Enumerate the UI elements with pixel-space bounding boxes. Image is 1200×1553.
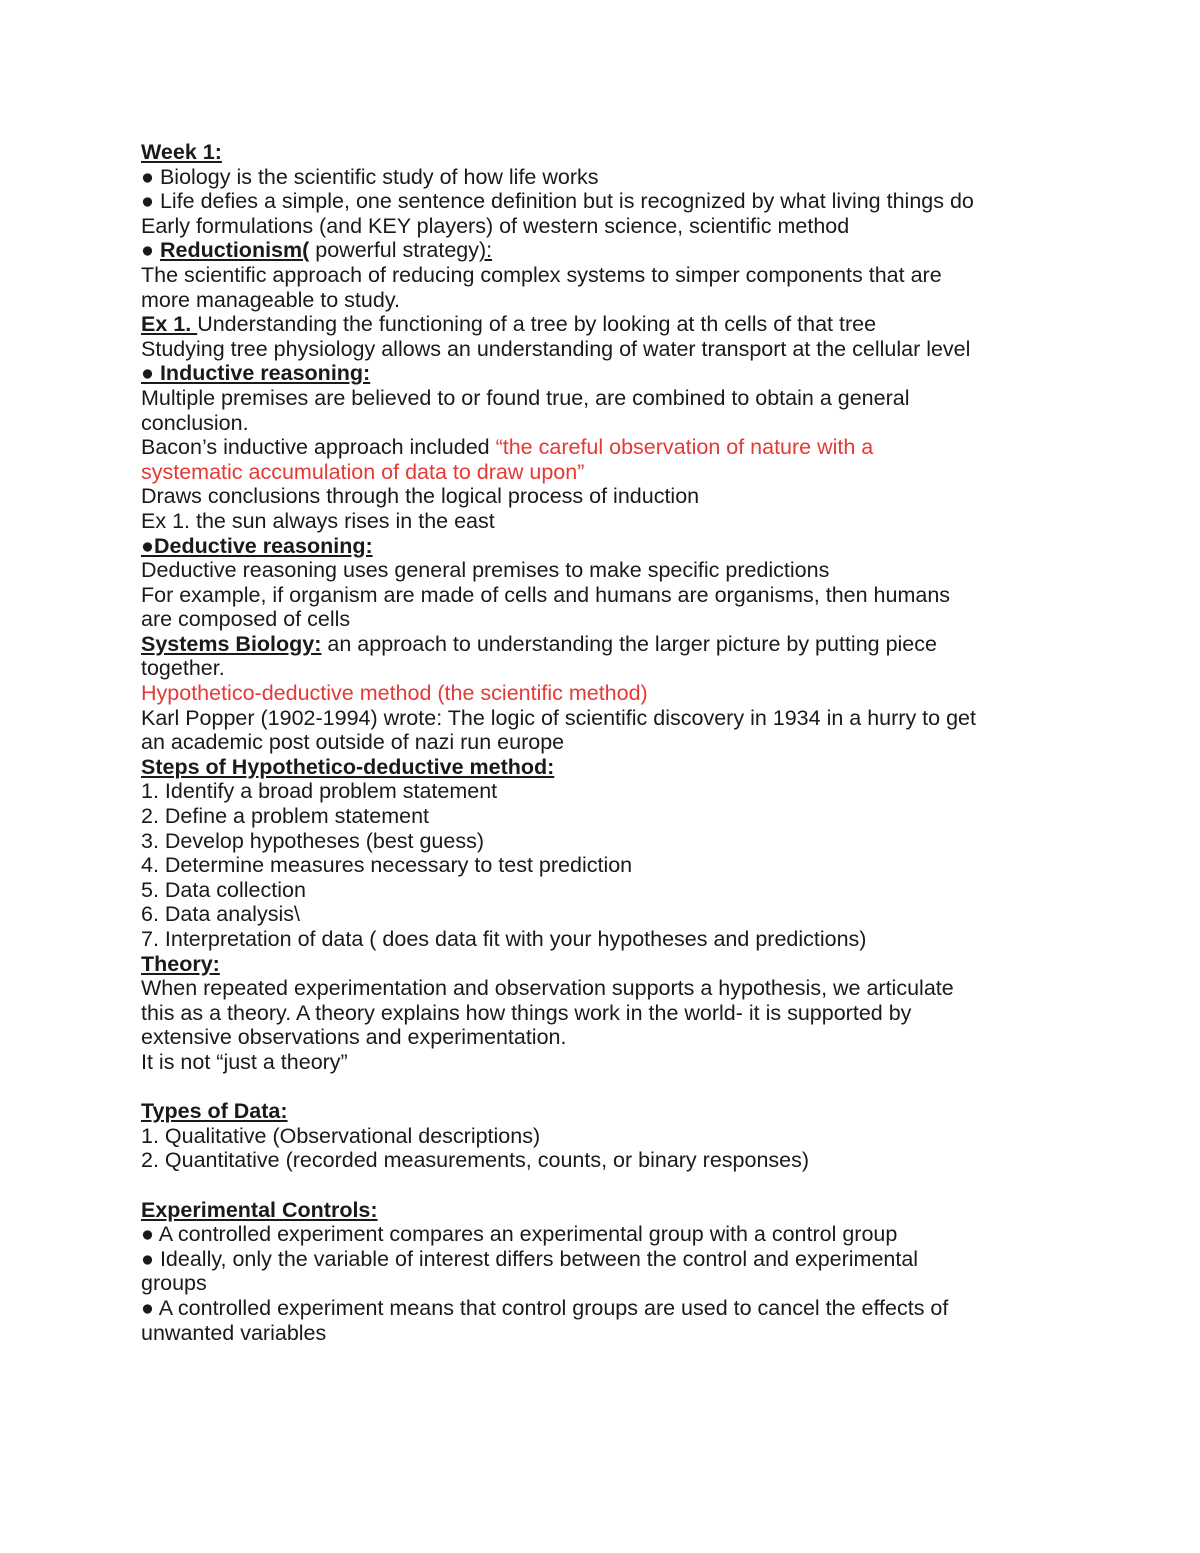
systems-biology-text: an approach to understanding the larger picture by putting piece — [321, 631, 937, 656]
deductive-definition: Deductive reasoning uses general premises to make specific predictions — [141, 558, 830, 583]
popper-line-2: an academic post outside of nazi run europe — [141, 730, 565, 755]
theory-line-1: When repeated experimentation and observation supports a hypothesis, we articulate — [141, 976, 954, 1001]
example-label: Ex 1. — [141, 312, 198, 337]
controls-bullet-2: ● Ideally, only the variable of interest differs between the control and experimental — [141, 1246, 919, 1271]
deductive-heading: ●Deductive reasoning: — [141, 533, 373, 558]
theory-line-4: It is not “just a theory” — [141, 1049, 348, 1074]
reductionism-definition-2: more manageable to study. — [141, 287, 400, 312]
bullet-biology: ● Biology is the scientific study of how life works — [141, 164, 599, 189]
early-formulations: Early formulations (and KEY players) of western science, scientific method — [141, 213, 850, 238]
popper-line-1: Karl Popper (1902-1994) wrote: The logic of scientific discovery in 1934 in a hurry to get — [141, 705, 976, 730]
theory-line-3: extensive observations and experimentation. — [141, 1025, 567, 1050]
step-item: 7. Interpretation of data ( does data fit with your hypotheses and predictions) — [141, 927, 867, 951]
bacon-prefix: Bacon’s inductive approach included — [141, 435, 496, 460]
reductionism-line — [141, 238, 1141, 263]
step-item: 2. Define a problem statement — [141, 804, 430, 829]
inductive-definition-2: conclusion. — [141, 410, 249, 435]
inductive-heading: ● Inductive reasoning: — [141, 361, 371, 386]
theory-heading: Theory: — [141, 951, 220, 976]
reductionism-paren: powerful strategy — [309, 238, 479, 263]
types-of-data-heading: Types of Data: — [141, 1099, 288, 1124]
step-item: 6. Data analysis\ — [141, 902, 300, 927]
controls-bullet-1: ● A controlled experiment compares an experimental group with a control group — [141, 1222, 898, 1247]
tree-physiology: Studying tree physiology allows an understanding of water transport at the cellular level — [141, 336, 971, 361]
blank-line — [141, 1075, 1141, 1100]
reductionism-term: Reductionism( — [159, 238, 310, 263]
step-item: 4. Determine measures necessary to test prediction — [141, 853, 633, 878]
bacon-line-1 — [141, 435, 1141, 460]
controls-heading: Experimental Controls: — [141, 1197, 378, 1222]
step-item: 3. Develop hypotheses (best guess) — [141, 828, 485, 853]
example-text: Understanding the functioning of a tree by looking at th cells of that tree — [197, 312, 877, 337]
inductive-draws: Draws conclusions through the logical process of induction — [141, 484, 700, 509]
bullet-life: ● Life defies a simple, one sentence definition but is recognized by what living things do — [141, 189, 974, 214]
week-heading: Week 1: — [141, 140, 222, 164]
blank-line — [141, 1173, 1141, 1198]
step-item: 1. Identify a broad problem statement — [141, 779, 498, 804]
step-item: 5. Data collection — [141, 877, 306, 902]
inductive-definition-1: Multiple premises are believed to or found true, are combined to obtain a general — [141, 385, 910, 410]
controls-bullet-3-cont: unwanted variables — [141, 1320, 327, 1345]
bacon-quote-1: “the careful observation of nature with a — [495, 435, 874, 460]
controls-bullet-2-cont: groups — [141, 1271, 207, 1296]
systems-biology-line — [141, 632, 1141, 657]
reductionism-bullet: ● — [141, 238, 160, 263]
reductionism-close: ): — [479, 238, 493, 263]
reductionism-definition-1: The scientific approach of reducing complex systems to simper components that are — [141, 262, 942, 287]
systems-biology-heading: Systems Biology: — [141, 631, 322, 656]
deductive-example-1: For example, if organism are made of cells and humans are organisms, then humans — [141, 582, 951, 607]
steps-heading: Steps of Hypothetico-deductive method: — [141, 754, 555, 779]
bacon-quote-2: systematic accumulation of data to draw upon” — [141, 459, 585, 484]
systems-biology-text-2: together. — [141, 656, 225, 681]
theory-line-2: this as a theory. A theory explains how things work in the world- it is supported by — [141, 1000, 912, 1025]
controls-bullet-3: ● A controlled experiment means that control groups are used to cancel the effects of — [141, 1295, 949, 1320]
data-type-item: 2. Quantitative (recorded measurements, counts, or binary responses) — [141, 1148, 810, 1173]
data-type-item: 1. Qualitative (Observational descriptions) — [141, 1123, 541, 1148]
hypothetico-title: Hypothetico-deductive method (the scientific method) — [141, 681, 648, 706]
inductive-example: Ex 1. the sun always rises in the east — [141, 508, 495, 533]
deductive-example-2: are composed of cells — [141, 607, 351, 632]
reductionism-example — [141, 312, 1141, 337]
document-page — [141, 140, 1141, 1345]
